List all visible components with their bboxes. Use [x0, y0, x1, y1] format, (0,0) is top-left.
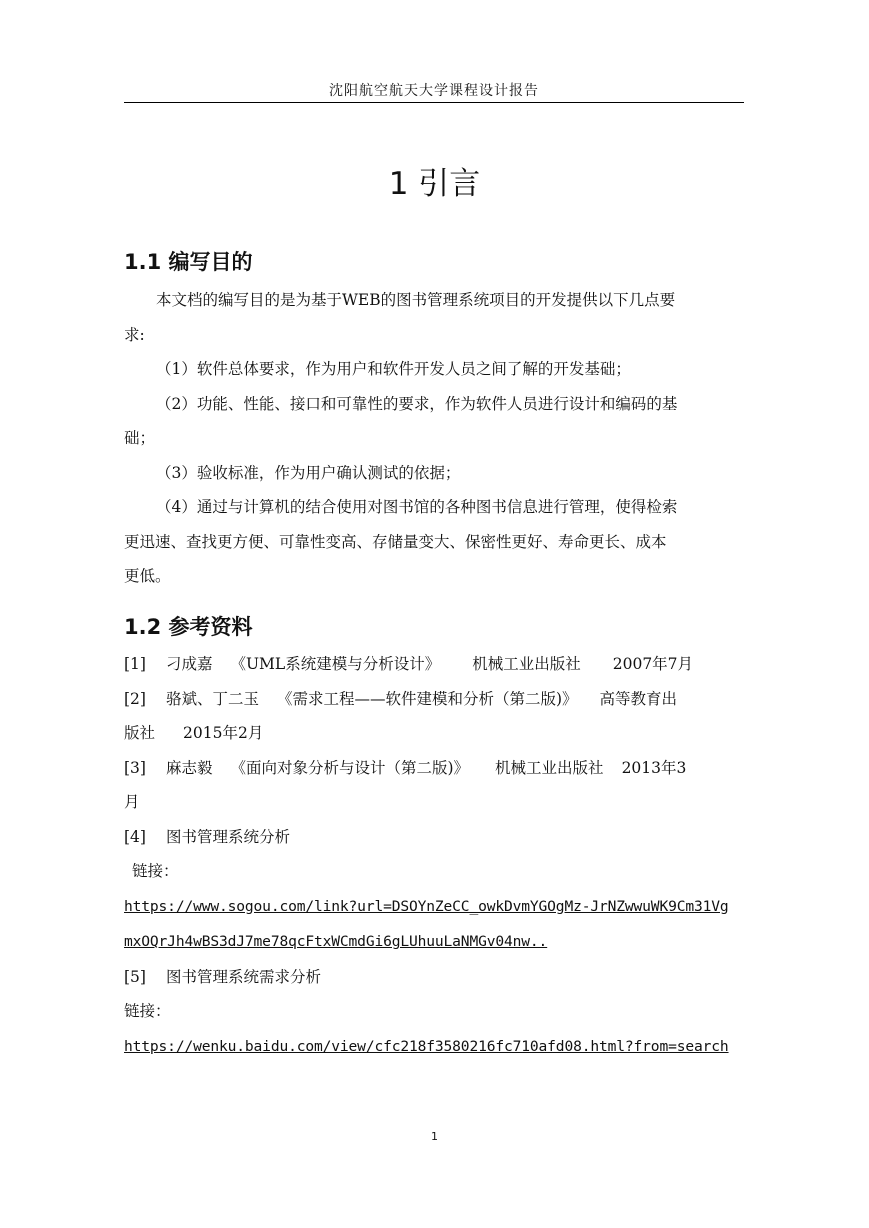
references-list — [124, 647, 744, 1064]
ref-title: 图书管理系统需求分析 — [165, 967, 321, 986]
ref-title: 《UML系统建模与分析设计》 — [230, 655, 441, 673]
ref-publisher: 机械工业出版社 — [472, 655, 581, 673]
reference-4-url-line-1[interactable] — [124, 889, 744, 925]
reference-5-link-label: 链接： — [124, 1002, 171, 1020]
reference-4-link-cont[interactable]: mxOQrJh4wBS3dJ7me78qcFtxWCmdGi6gLUhuuLaNMGv04nw.. — [124, 933, 548, 950]
item-2-line-2: 础； — [124, 429, 156, 447]
ref-number: [3] — [124, 758, 146, 777]
ref-number: [4] — [124, 827, 146, 846]
intro-line-2: 求: — [124, 325, 145, 344]
ref-author: 麻志毅 — [165, 758, 213, 777]
ref-publisher: 高等教育出 — [599, 689, 678, 708]
item-4-line-2: 更迅速、查找更方便、可靠性变高、存储量变大、保密性更好、寿命更长、成本 — [124, 532, 667, 551]
ref-publisher-cont: 版社 — [124, 724, 156, 742]
reference-3 — [124, 751, 744, 786]
reference-4-link-label: 链接： — [132, 862, 179, 880]
reference-3-cont: 月 — [124, 793, 140, 811]
reference-2-cont — [124, 716, 744, 751]
chapter-title: 1 引言 — [388, 166, 481, 202]
ref-date: 2007年7月 — [612, 655, 694, 673]
reference-5 — [124, 960, 744, 995]
reference-1 — [124, 647, 744, 682]
reference-4-url-line-2[interactable] — [124, 924, 744, 960]
ref-title: 图书管理系统分析 — [165, 827, 290, 846]
section-heading-purpose: 1.1 编写目的 — [124, 250, 253, 274]
item-4-line-3: 更低。 — [124, 567, 171, 585]
ref-date: 2013年3 — [621, 758, 687, 777]
page-header: 沈阳航空航天大学课程设计报告 — [329, 83, 539, 99]
section-heading-references: 1.2 参考资料 — [124, 615, 253, 639]
item-2-line-1: （2）功能、性能、接口和可靠性的要求，作为软件人员进行设计和编码的基 — [156, 394, 678, 413]
reference-5-url-line[interactable] — [124, 1029, 744, 1065]
section-purpose-body — [124, 283, 744, 594]
item-3: （3）验收标准，作为用户确认测试的依据； — [156, 463, 461, 482]
reference-5-link[interactable]: https://wenku.baidu.com/view/cfc218f3580216fc710afd08.html?from=search — [124, 1037, 729, 1055]
page-number: 1 — [431, 1130, 438, 1143]
ref-date: 2015年2月 — [183, 724, 264, 742]
reference-4 — [124, 820, 744, 855]
item-1: （1）软件总体要求，作为用户和软件开发人员之间了解的开发基础； — [156, 360, 631, 378]
item-4-line-1: （4）通过与计算机的结合使用对图书馆的各种图书信息进行管理，使得检索 — [156, 498, 678, 516]
ref-title: 《面向对象分析与设计（第二版)》 — [230, 758, 470, 777]
ref-number: [2] — [124, 689, 146, 708]
ref-author: 刁成嘉 — [165, 655, 213, 673]
header-rule — [124, 102, 744, 103]
intro-line-1: 本文档的编写目的是为基于WEB的图书管理系统项目的开发提供以下几点要 — [156, 291, 676, 309]
reference-2 — [124, 682, 744, 717]
ref-publisher: 机械工业出版社 — [495, 758, 604, 777]
ref-title: 《需求工程——软件建模和分析（第二版)》 — [276, 689, 578, 708]
ref-number: [5] — [124, 967, 146, 986]
reference-4-link[interactable]: https://www.sogou.com/link?url=DSOYnZeCC_owkDvmYGOgMz-JrNZwwuWK9Cm31Vg — [124, 897, 729, 915]
ref-number: [1] — [124, 655, 146, 673]
ref-author: 骆斌、丁二玉 — [165, 689, 259, 708]
